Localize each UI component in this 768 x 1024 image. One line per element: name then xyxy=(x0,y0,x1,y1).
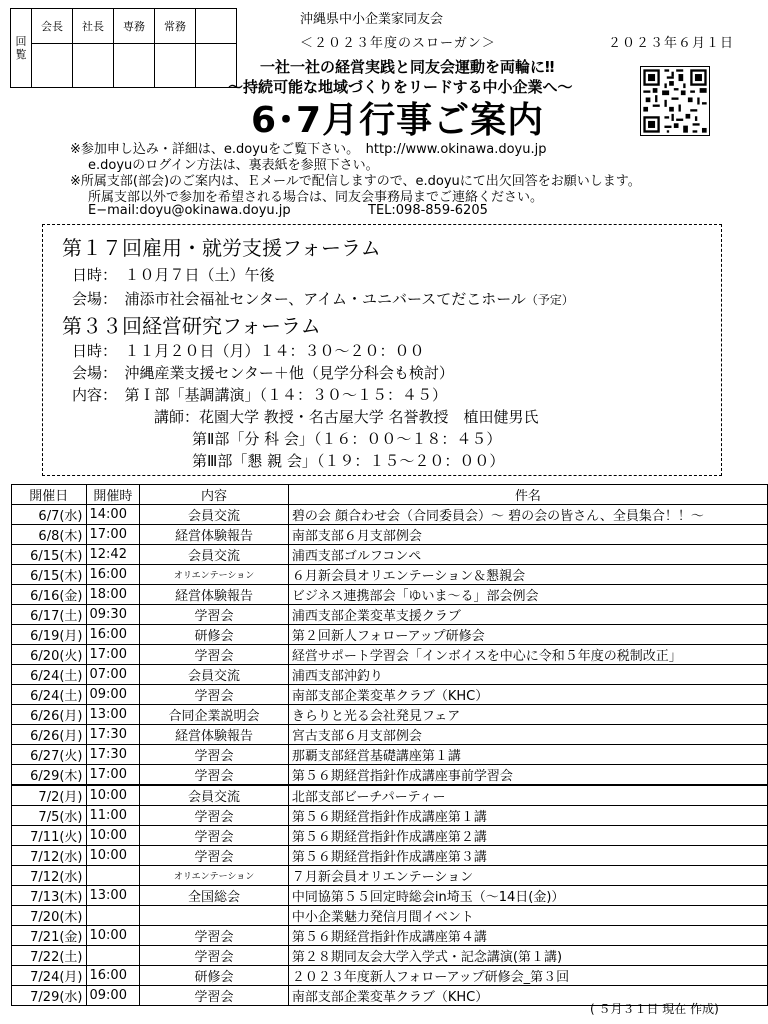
event-time: 16:00 xyxy=(86,966,140,986)
forum2-venue: 会場： 沖縄産業支援センター＋他（見学分科会も検討） xyxy=(72,364,454,382)
event-type: 学習会 xyxy=(140,745,289,765)
event-time: 09:00 xyxy=(86,986,140,1006)
event-time: 09:30 xyxy=(86,605,140,625)
table-row xyxy=(12,866,768,886)
event-type: 研修会 xyxy=(140,966,289,986)
table-row xyxy=(12,565,768,585)
event-date: 6/19(月) xyxy=(12,625,87,645)
table-row xyxy=(12,545,768,565)
event-date: 7/5(水) xyxy=(12,806,87,826)
event-type: 学習会 xyxy=(140,645,289,665)
event-subject: 第２８期同友会大学入学式・記念講演(第１講) xyxy=(288,946,767,966)
table-row xyxy=(12,685,768,705)
event-time: 16:00 xyxy=(86,625,140,645)
event-subject: 第５６期経営指針作成講座第２講 xyxy=(288,826,767,846)
page-title: 6･7月行事ご案内 xyxy=(251,100,545,141)
event-type: 会員交流 xyxy=(140,545,289,565)
event-subject: 南部支部６月支部例会 xyxy=(288,525,767,545)
table-row xyxy=(12,846,768,866)
event-time: 14:00 xyxy=(86,505,140,525)
approval-stamp-grid xyxy=(10,8,237,88)
event-time: 13:00 xyxy=(86,886,140,906)
event-subject: 碧の会 顔合わせ会（合同委員会）〜 碧の会の皆さん、全員集合！！〜 xyxy=(288,505,767,525)
event-type: 会員交流 xyxy=(140,505,289,525)
event-subject: 北部支部ビーチパーティー xyxy=(288,785,767,806)
table-row xyxy=(12,525,768,545)
event-date: 6/24(土) xyxy=(12,665,87,685)
approval-stamp-box xyxy=(73,44,114,88)
approval-header-chairman: 会長 xyxy=(32,9,73,44)
table-row xyxy=(12,946,768,966)
event-subject: ビジネス連携部会「ゆいま〜る」部会例会 xyxy=(288,585,767,605)
event-subject: 中同協第５５回定時総会in埼玉（〜14日(金)） xyxy=(288,886,767,906)
approval-stamp-box xyxy=(32,44,73,88)
table-row xyxy=(12,906,768,926)
column-header-subject: 件名 xyxy=(288,485,767,505)
event-type: 合同企業説明会 xyxy=(140,705,289,725)
event-type: 学習会 xyxy=(140,826,289,846)
table-row xyxy=(12,826,768,846)
forum2-speaker: 講師：花園大学 教授・名古屋大学 名誉教授 植田健男氏 xyxy=(154,408,539,426)
event-time: 17:00 xyxy=(86,765,140,786)
note-line-3: ※所属支部(部会)のご案内は、Ｅメールで配信しますので、e.doyuにて出欠回答をお願いします。 xyxy=(70,174,641,189)
forum1-venue: 会場： 浦添市社会福祉センター、アイム・ユニバースてだこホール（予定） xyxy=(72,290,574,308)
event-date: 7/11(火) xyxy=(12,826,87,846)
event-type: 学習会 xyxy=(140,806,289,826)
table-row xyxy=(12,585,768,605)
table-row xyxy=(12,886,768,906)
event-subject: 第５６期経営指針作成講座第１講 xyxy=(288,806,767,826)
event-type: 学習会 xyxy=(140,846,289,866)
table-row xyxy=(12,926,768,946)
note-line-4: 所属支部以外で参加を希望される場合は、同友会事務局までご連絡ください。 xyxy=(88,190,544,205)
event-subject: 那覇支部経営基礎講座第１講 xyxy=(288,745,767,765)
event-time: 10:00 xyxy=(86,785,140,806)
event-subject: 浦西支部企業変革支援クラブ xyxy=(288,605,767,625)
event-time: 10:00 xyxy=(86,826,140,846)
approval-header-president: 社長 xyxy=(73,9,114,44)
table-row xyxy=(12,966,768,986)
event-type: 会員交流 xyxy=(140,785,289,806)
table-row xyxy=(12,665,768,685)
forum2-part2: 第Ⅱ部「分 科 会」（１６：００〜１８：４５） xyxy=(192,430,502,448)
event-subject: 第５６期経営指針作成講座第４講 xyxy=(288,926,767,946)
event-date: 6/7(水) xyxy=(12,505,87,525)
forum2-date: 日時： １１月２０日（月）１４：３０〜２０：００ xyxy=(72,342,425,360)
forum2-content: 内容： 第Ｉ部「基調講演」（１４：３０〜１５：４５） xyxy=(72,386,448,404)
event-type: 学習会 xyxy=(140,986,289,1006)
event-subject: 第２回新人フォローアップ研修会 xyxy=(288,625,767,645)
organization-name: 沖縄県中小企業家同友会 xyxy=(300,12,444,27)
event-subject: 浦西支部ゴルフコンペ xyxy=(288,545,767,565)
event-time xyxy=(86,906,140,926)
forum1-title: 第１７回雇用・就労支援フォーラム xyxy=(62,236,381,260)
event-time: 12:42 xyxy=(86,545,140,565)
table-row xyxy=(12,725,768,745)
forum2-title: 第３３回経営研究フォーラム xyxy=(62,314,321,338)
event-subject: 宮古支部６月支部例会 xyxy=(288,725,767,745)
column-header-time: 開催時 xyxy=(86,485,140,505)
table-row xyxy=(12,765,768,786)
event-date: 7/21(金) xyxy=(12,926,87,946)
event-date: 7/29(水) xyxy=(12,986,87,1006)
event-time: 17:30 xyxy=(86,745,140,765)
slogan-line-1: 一社一社の経営実践と同友会運動を両輪に‼ xyxy=(260,58,555,76)
event-date: 6/17(土) xyxy=(12,605,87,625)
event-subject: 浦西支部沖釣り xyxy=(288,665,767,685)
event-time: 11:00 xyxy=(86,806,140,826)
event-type: 経営体験報告 xyxy=(140,725,289,745)
note-line-1: ※参加申し込み・詳細は、e.doyuをご覧下さい。 http://www.okinawa.doyu.jp xyxy=(70,142,547,157)
event-time: 17:00 xyxy=(86,645,140,665)
event-subject: 南部支部企業変革クラブ（KHC） xyxy=(288,986,767,1006)
note-line-2: e.doyuのログイン方法は、裏表紙を参照下さい。 xyxy=(88,158,379,173)
event-subject: ６月新会員オリエンテーション＆懇親会 xyxy=(288,565,767,585)
event-time: 10:00 xyxy=(86,926,140,946)
event-time: 17:00 xyxy=(86,525,140,545)
slogan-line-2: 〜持続可能な地域づくりをリードする中小企業へ〜 xyxy=(228,78,573,96)
event-date: 6/16(金) xyxy=(12,585,87,605)
event-time: 17:30 xyxy=(86,725,140,745)
table-row xyxy=(12,806,768,826)
event-time: 16:00 xyxy=(86,565,140,585)
event-type: 学習会 xyxy=(140,685,289,705)
forum1-venue-note: （予定） xyxy=(525,293,574,307)
event-date: 7/20(木) xyxy=(12,906,87,926)
contact-email[interactable]: E−mail:doyu@okinawa.doyu.jp xyxy=(88,203,291,218)
contact-tel: TEL:098-859-6205 xyxy=(368,203,488,218)
created-date-note: ( ５月３１日 現在 作成) xyxy=(590,1002,719,1016)
event-type: 学習会 xyxy=(140,946,289,966)
event-date: 6/8(木) xyxy=(12,525,87,545)
event-time xyxy=(86,946,140,966)
event-date: 6/20(火) xyxy=(12,645,87,665)
table-row xyxy=(12,625,768,645)
event-type: オリエンテーション xyxy=(140,866,289,886)
qr-code-icon[interactable] xyxy=(640,66,710,136)
event-date: 6/26(月) xyxy=(12,705,87,725)
event-date: 6/26(月) xyxy=(12,725,87,745)
table-row xyxy=(12,785,768,806)
event-subject: きらりと光る会社発見フェア xyxy=(288,705,767,725)
event-type: 研修会 xyxy=(140,625,289,645)
event-subject: 経営サポート学習会「インボイスを中心に令和５年度の税制改正」 xyxy=(288,645,767,665)
event-schedule-table xyxy=(11,484,768,1006)
event-date: 7/12(水) xyxy=(12,866,87,886)
column-header-type: 内容 xyxy=(140,485,289,505)
event-type xyxy=(140,906,289,926)
table-row xyxy=(12,505,768,525)
event-subject: 中小企業魅力発信月間イベント xyxy=(288,906,767,926)
event-date: 6/24(土) xyxy=(12,685,87,705)
event-date: 6/29(木) xyxy=(12,765,87,786)
event-time xyxy=(86,866,140,886)
event-type: 経営体験報告 xyxy=(140,525,289,545)
event-date: 7/12(水) xyxy=(12,846,87,866)
issue-date: ２０２３年６月１日 xyxy=(608,36,735,51)
event-type: 学習会 xyxy=(140,765,289,786)
event-subject: ７月新会員オリエンテーション xyxy=(288,866,767,886)
event-subject: 第５６期経営指針作成講座事前学習会 xyxy=(288,765,767,786)
event-type: 全国総会 xyxy=(140,886,289,906)
event-subject: ２０２３年度新人フォローアップ研修会_第３回 xyxy=(288,966,767,986)
column-header-date: 開催日 xyxy=(12,485,87,505)
event-time: 13:00 xyxy=(86,705,140,725)
event-type: 会員交流 xyxy=(140,665,289,685)
approval-stamp-box xyxy=(114,44,155,88)
approval-row-label: 回覧 xyxy=(11,9,32,88)
table-row xyxy=(12,645,768,665)
event-date: 6/15(木) xyxy=(12,545,87,565)
approval-header-senior-director: 専務 xyxy=(114,9,155,44)
event-time: 07:00 xyxy=(86,665,140,685)
event-subject: 南部支部企業変革クラブ（KHC） xyxy=(288,685,767,705)
event-date: 6/15(木) xyxy=(12,565,87,585)
event-time: 09:00 xyxy=(86,685,140,705)
event-type: オリエンテーション xyxy=(140,565,289,585)
approval-header-director: 常務 xyxy=(155,9,196,44)
event-type: 経営体験報告 xyxy=(140,585,289,605)
event-type: 学習会 xyxy=(140,926,289,946)
table-row xyxy=(12,605,768,625)
event-date: 7/13(木) xyxy=(12,886,87,906)
event-date: 7/24(月) xyxy=(12,966,87,986)
event-time: 18:00 xyxy=(86,585,140,605)
slogan-heading: ＜２０２３年度のスローガン＞ xyxy=(300,36,496,51)
table-row xyxy=(12,745,768,765)
event-subject: 第５６期経営指針作成講座第３講 xyxy=(288,846,767,866)
event-date: 7/2(月) xyxy=(12,785,87,806)
forum1-date: 日時： １０月７日（土）午後 xyxy=(72,266,275,284)
event-date: 7/22(土) xyxy=(12,946,87,966)
event-time: 10:00 xyxy=(86,846,140,866)
approval-header-blank xyxy=(196,9,237,44)
forum2-part3: 第Ⅲ部「懇 親 会」（１９：１５〜２０：００） xyxy=(192,452,505,470)
event-type: 学習会 xyxy=(140,605,289,625)
event-date: 6/27(火) xyxy=(12,745,87,765)
approval-stamp-box xyxy=(155,44,196,88)
table-row xyxy=(12,705,768,725)
